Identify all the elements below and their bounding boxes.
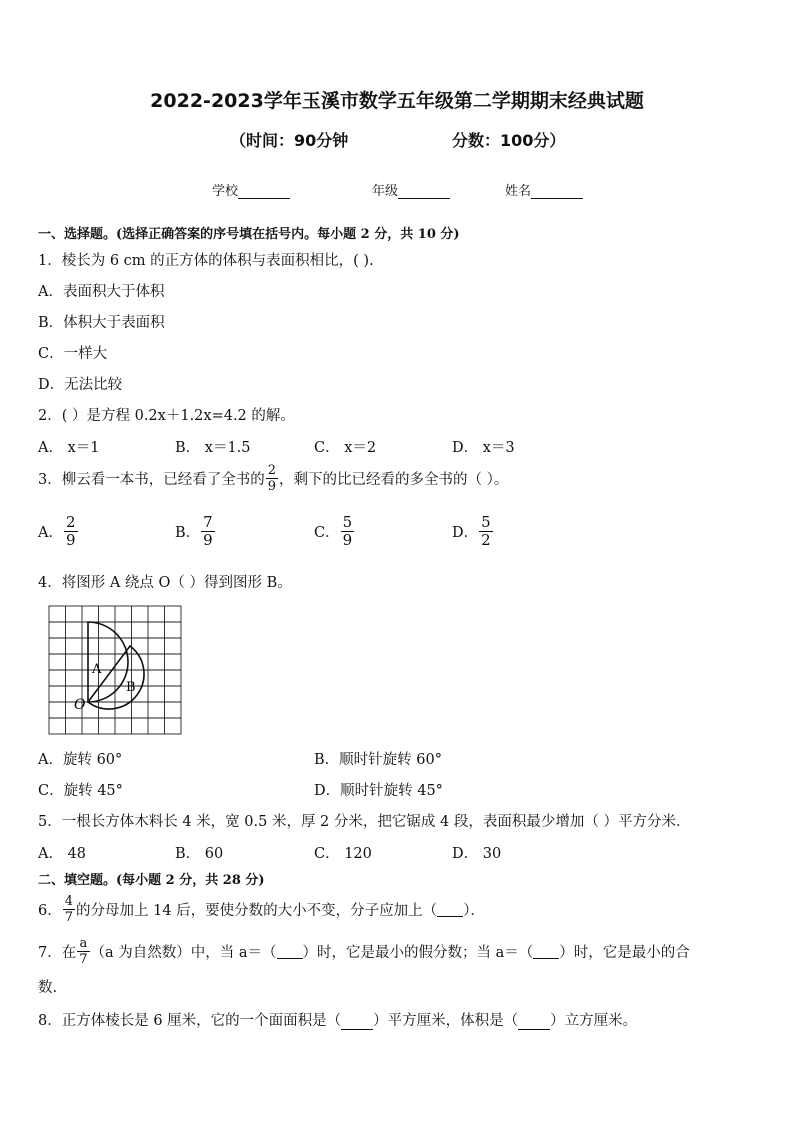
- school-label: 学校: [212, 184, 239, 199]
- exam-score: 分数：100分）: [452, 131, 566, 150]
- shape-b: [88, 646, 144, 709]
- option-fraction: [341, 515, 355, 548]
- option-label: B．: [175, 525, 201, 541]
- grade-field: [372, 180, 450, 199]
- q1-option-b: B．体积大于表面积: [38, 315, 165, 331]
- q5-option-c: C． 120: [314, 846, 372, 862]
- option-fraction: [201, 515, 215, 548]
- q3-option-d: [452, 515, 494, 548]
- q7-part-a: 7．在: [38, 945, 77, 961]
- q2-option-a: A． x＝1: [38, 440, 100, 456]
- grade-blank[interactable]: [398, 184, 450, 199]
- q6-stem: [38, 895, 485, 924]
- name-field: [505, 180, 583, 199]
- fraction-numerator: 2: [267, 463, 277, 478]
- q3-option-a: [38, 515, 79, 548]
- option-label: D．: [452, 525, 479, 541]
- fraction-denominator: 9: [267, 479, 277, 494]
- fraction-numerator: 7: [203, 513, 213, 531]
- q3-stem-a: 3．柳云看一本书，已经看了全书的: [38, 472, 265, 488]
- q3-stem-fraction: [266, 464, 278, 493]
- exam-time: （时间：90分钟: [230, 131, 349, 150]
- fraction-numerator: 2: [65, 513, 76, 531]
- label-b: B: [126, 680, 136, 695]
- fraction-denominator: 2: [481, 531, 491, 549]
- q5-option-d: D． 30: [452, 846, 502, 862]
- fraction-denominator: 7: [79, 952, 88, 967]
- section2-heading: 二、填空题。(每小题 2 分，共 28 分): [38, 873, 265, 888]
- fraction-denominator: 9: [342, 531, 353, 549]
- q5-option-a: A． 48: [38, 846, 87, 862]
- fraction-numerator: 5: [342, 513, 353, 531]
- q7-fraction: [77, 937, 89, 966]
- fraction-denominator: 9: [203, 531, 213, 549]
- option-fraction: [479, 515, 493, 548]
- q1-stem: 1．棱长为 6 cm 的正方体的体积与表面积相比，( ).: [38, 253, 374, 269]
- option-fraction: [64, 515, 78, 548]
- fraction-numerator: a: [79, 936, 88, 951]
- q4-option-a: A．旋转 60°: [38, 752, 123, 768]
- q5-stem: 5．一根长方体木料长 4 米，宽 0.5 米，厚 2 分米，把它锯成 4 段，表面积最少增加（ ）平方分米．: [38, 814, 691, 830]
- name-blank[interactable]: [531, 184, 583, 199]
- q7-part-e: 数.: [38, 980, 58, 996]
- q4-option-d: D．顺时针旋转 45°: [314, 783, 443, 799]
- q8-answer-blank-2[interactable]: [518, 1016, 550, 1030]
- q6-tail: ）．: [463, 903, 485, 919]
- q7-answer-blank-2[interactable]: [533, 945, 559, 959]
- q3-option-c: [314, 515, 355, 548]
- q4-option-b: B．顺时针旋转 60°: [314, 752, 442, 768]
- rotation-figure: [48, 605, 182, 735]
- q2-option-b: B． x＝1.5: [175, 440, 251, 456]
- q8-stem: [38, 1009, 637, 1030]
- q5-option-b: B． 60: [175, 846, 224, 862]
- grid: [49, 606, 181, 734]
- q7-stem: [38, 937, 690, 966]
- q4-stem: 4．将图形 A 绕点 O（ ）得到图形 B。: [38, 575, 292, 591]
- q3-option-b: [175, 515, 216, 548]
- name-label: 姓名: [505, 184, 532, 199]
- q8-part-a: 8．正方体棱长是 6 厘米，它的一个面面积是（: [38, 1013, 342, 1029]
- label-a: A: [92, 662, 102, 677]
- fraction-numerator: 4: [64, 894, 74, 909]
- fraction-denominator: 7: [64, 910, 74, 925]
- q1-option-a: A．表面积大于体积: [38, 284, 165, 300]
- label-o: O: [74, 697, 86, 713]
- q6-text: 的分母加上 14 后，要使分数的大小不变，分子应加上（: [76, 903, 438, 919]
- school-blank[interactable]: [238, 184, 290, 199]
- q7-part-c: ）时，它是最小的假分数；当 a＝（: [302, 945, 534, 961]
- q3-stem: [38, 464, 508, 493]
- q7-answer-blank-1[interactable]: [277, 945, 303, 959]
- option-label: A．: [38, 525, 63, 541]
- q2-option-c: C． x＝2: [314, 440, 377, 456]
- section1-heading: 一、选择题。(选择正确答案的序号填在括号内。每小题 2 分，共 10 分): [38, 227, 460, 242]
- q1-option-c: C．一样大: [38, 346, 108, 362]
- fraction-numerator: 5: [481, 513, 491, 531]
- q3-stem-b: ，剩下的比已经看的多全书的（ ）。: [279, 472, 509, 488]
- q2-stem: 2．( ）是方程 0.2x＋1.2x=4.2 的解。: [38, 408, 295, 424]
- option-label: C．: [314, 525, 340, 541]
- grade-label: 年级: [372, 184, 399, 199]
- q8-answer-blank-1[interactable]: [341, 1016, 373, 1030]
- q6-fraction: [63, 895, 75, 924]
- q6-number: 6．: [38, 903, 62, 919]
- page-title: 2022-2023学年玉溪市数学五年级第二学期期末经典试题: [150, 90, 644, 112]
- q2-option-d: D． x＝3: [452, 440, 515, 456]
- fraction-denominator: 9: [65, 531, 76, 549]
- q7-part-b: （a 为自然数）中，当 a＝（: [90, 945, 277, 961]
- q7-part-d: ）时，它是最小的合: [559, 945, 690, 961]
- q8-part-b: ）平方厘米，体积是（: [373, 1013, 519, 1029]
- school-field: [212, 180, 290, 199]
- q4-option-c: C．旋转 45°: [38, 783, 123, 799]
- q8-part-c: ）立方厘米。: [550, 1013, 638, 1029]
- q1-option-d: D．无法比较: [38, 377, 123, 393]
- q6-answer-blank[interactable]: [437, 903, 463, 917]
